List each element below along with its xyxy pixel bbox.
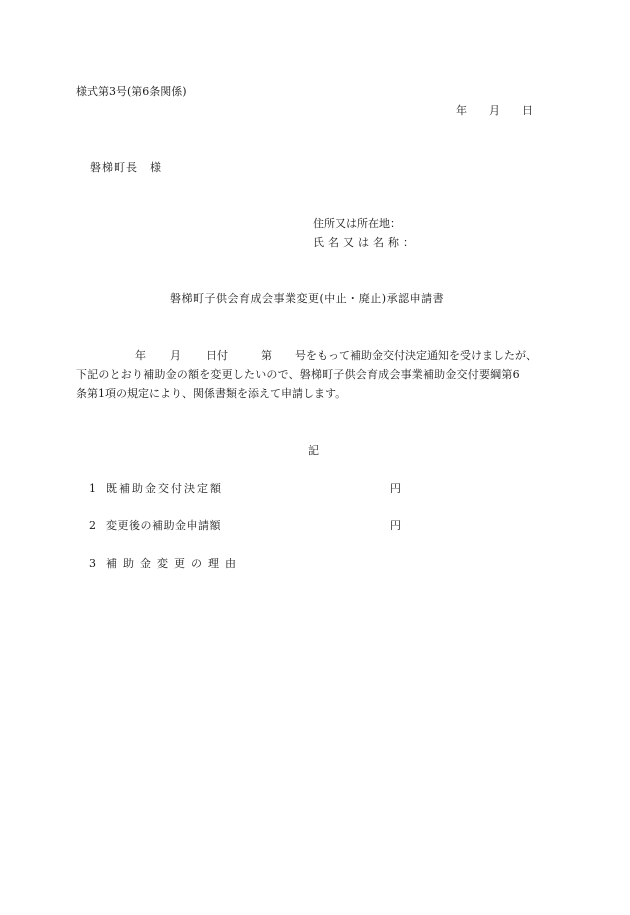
date-month-label: 月 bbox=[489, 104, 500, 117]
item-label: 既補助金交付決定額 bbox=[106, 482, 223, 495]
addressee-name: 磐梯町長 bbox=[90, 161, 138, 174]
list-item bbox=[89, 557, 242, 571]
date-day-label: 日 bbox=[522, 104, 533, 117]
body-month-label: 月 bbox=[170, 349, 181, 362]
item-number: 3 bbox=[89, 557, 102, 570]
body-line-1-text: 号をもって補助金交付決定通知を受けましたが、 bbox=[295, 349, 537, 362]
body-line-2: 下記のとおり補助金の額を変更したいので、磐梯町子供会育成会事業補助金交付要綱第6 bbox=[76, 368, 520, 381]
addressee bbox=[90, 161, 162, 175]
item-unit: 円 bbox=[390, 519, 401, 532]
body-dai-label: 第 bbox=[261, 349, 272, 362]
applicant-address-label: 住所又は所在地： bbox=[313, 217, 401, 230]
body-day-label: 日付 bbox=[206, 349, 228, 362]
form-number: 様式第3号(第6条関係) bbox=[76, 85, 187, 98]
addressee-honorific: 様 bbox=[150, 161, 162, 174]
date-year-label: 年 bbox=[456, 104, 467, 117]
item-label: 補助金変更の理由 bbox=[106, 557, 242, 570]
list-item bbox=[89, 519, 221, 533]
ki-heading: 記 bbox=[308, 444, 319, 457]
item-number: 2 bbox=[89, 519, 97, 532]
list-item bbox=[89, 482, 223, 496]
applicant-name-label: 氏名又は名称： bbox=[313, 236, 418, 249]
date-line bbox=[456, 104, 533, 118]
item-label: 変更後の補助金申請額 bbox=[106, 519, 221, 532]
item-unit: 円 bbox=[390, 482, 401, 495]
body-year-label: 年 bbox=[135, 349, 146, 362]
item-number: 1 bbox=[89, 482, 98, 495]
body-line-1 bbox=[135, 349, 537, 363]
document-title: 磐梯町子供会育成会事業変更(中止・廃止)承認申請書 bbox=[170, 292, 445, 305]
body-line-3: 条第1項の規定により、関係書類を添えて申請します。 bbox=[76, 387, 347, 400]
